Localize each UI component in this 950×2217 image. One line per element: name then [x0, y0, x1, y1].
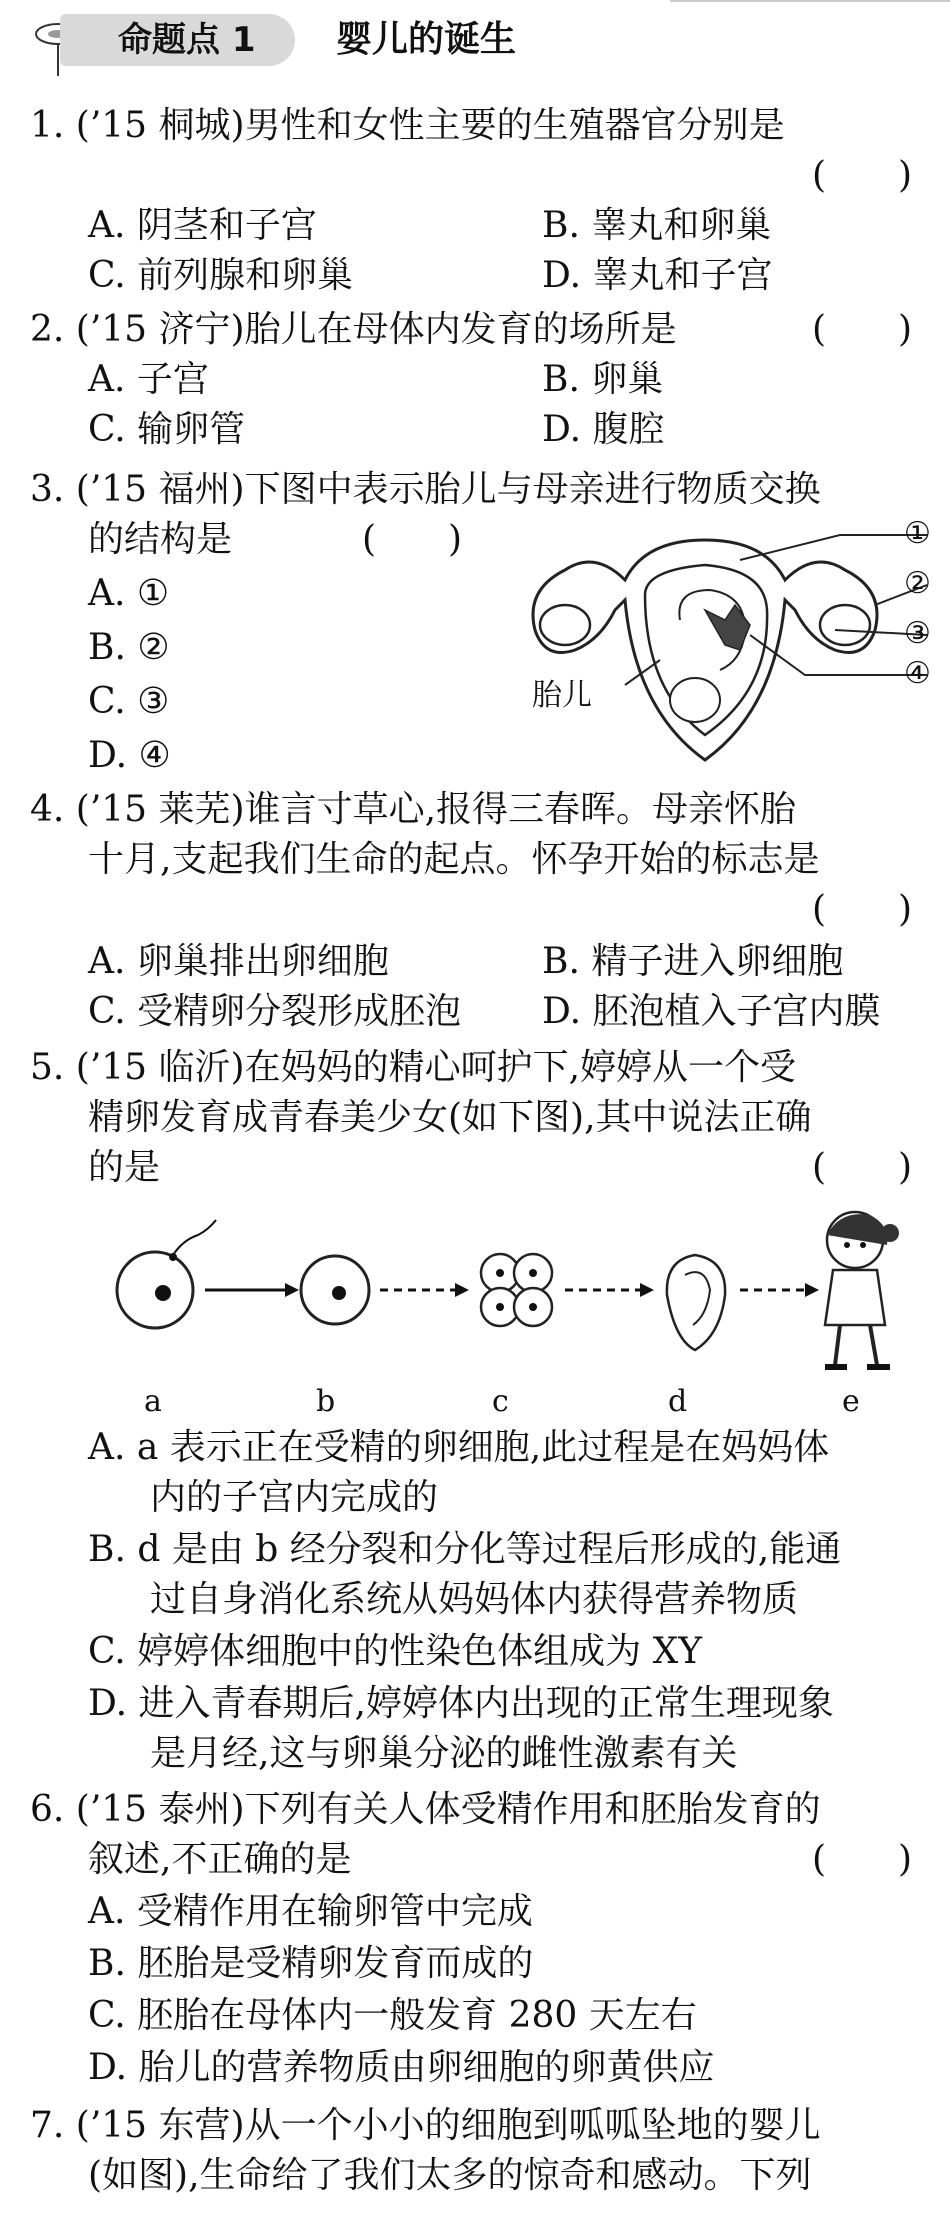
label-d: d: [668, 1384, 688, 1419]
label-b: b: [316, 1384, 336, 1419]
section-title: 婴儿的诞生: [336, 19, 517, 60]
option-c: C. 输卵管: [88, 409, 246, 450]
mark-3: ③: [904, 616, 931, 651]
label-a: a: [144, 1384, 162, 1419]
option-a-line1: A. a 表示正在受精的卵细胞,此过程是在妈妈体: [88, 1427, 830, 1468]
option-b-line1: B. d 是由 b 经分裂和分化等过程后形成的,能通: [88, 1529, 842, 1570]
answer-blank: ( ): [812, 1147, 913, 1188]
option-b: B. 卵巢: [542, 359, 664, 400]
option-c: C. 受精卵分裂形成胚泡: [88, 991, 462, 1032]
answer-blank: ( ): [812, 1839, 913, 1880]
question-stem-line1: 7. (’15 东营)从一个小小的细胞到呱呱坠地的婴儿: [30, 2105, 821, 2146]
option-a: A. 阴茎和子宫: [88, 205, 317, 246]
option-b: B. 胚胎是受精卵发育而成的: [88, 1943, 534, 1984]
option-b: B. 精子进入卵细胞: [542, 941, 844, 982]
option-a: A. 子宫: [88, 359, 209, 400]
option-c: C. 胚胎在母体内一般发育 280 天左右: [88, 1995, 697, 2036]
uterus-diagram: [505, 510, 945, 780]
label-c: c: [492, 1384, 509, 1419]
mark-2: ②: [904, 566, 931, 601]
option-c: C. 前列腺和卵巢: [88, 255, 354, 296]
option-c: C. 婷婷体细胞中的性染色体组成为 XY: [88, 1631, 702, 1672]
option-b: B. ②: [88, 627, 170, 668]
answer-blank: ( ): [812, 155, 913, 196]
question-stem: 1. (’15 桐城)男性和女性主要的生殖器官分别是: [30, 105, 785, 146]
option-a: A. ①: [88, 573, 170, 614]
option-d: D. ④: [88, 735, 171, 776]
development-diagram: [95, 1205, 925, 1380]
fetus-label: 胎儿: [532, 678, 592, 713]
option-c: C. ③: [88, 681, 170, 722]
label-e: e: [842, 1384, 860, 1419]
option-d: D. 腹腔: [542, 409, 665, 450]
question-stem-line1: 3. (’15 福州)下图中表示胎儿与母亲进行物质交换: [30, 469, 821, 510]
option-d-line2: 是月经,这与卵巢分泌的雌性激素有关: [150, 1733, 738, 1774]
mark-4: ④: [904, 656, 931, 691]
mark-1: ①: [904, 516, 931, 551]
option-a: A. 卵巢排出卵细胞: [88, 941, 389, 982]
option-b-line2: 过自身消化系统从妈妈体内获得营养物质: [150, 1579, 799, 1620]
section-tag-label: 命题点 1: [118, 20, 256, 60]
option-d-line1: D. 进入青春期后,婷婷体内出现的正常生理现象: [88, 1683, 834, 1724]
question-stem: 2. (’15 济宁)胎儿在母体内发育的场所是: [30, 309, 677, 350]
question-stem-line2: 十月,支起我们生命的起点。怀孕开始的标志是: [88, 839, 820, 880]
option-d: D. 胚泡植入子宫内膜: [542, 991, 881, 1032]
question-stem-line1: 5. (’15 临沂)在妈妈的精心呵护下,婷婷从一个受: [30, 1047, 797, 1088]
option-a-line2: 内的子宫内完成的: [150, 1477, 439, 1518]
answer-blank: ( ): [362, 519, 463, 560]
option-a: A. 受精作用在输卵管中完成: [88, 1891, 533, 1932]
question-stem-line1: 6. (’15 泰州)下列有关人体受精作用和胚胎发育的: [30, 1789, 821, 1830]
option-d: D. 胎儿的营养物质由卵细胞的卵黄供应: [88, 2047, 715, 2088]
question-stem-line1: 4. (’15 莱芜)谁言寸草心,报得三春晖。母亲怀胎: [30, 789, 797, 830]
answer-blank: ( ): [812, 889, 913, 930]
question-stem-line2: (如图),生命给了我们太多的惊奇和感动。下列: [88, 2155, 812, 2196]
question-stem-line2: 叙述,不正确的是: [88, 1839, 352, 1880]
question-stem-line2: 精卵发育成青春美少女(如下图),其中说法正确: [88, 1097, 812, 1138]
question-stem-line3: 的是: [88, 1147, 161, 1188]
option-b: B. 睾丸和卵巢: [542, 205, 772, 246]
question-stem-line2: 的结构是: [88, 519, 233, 560]
answer-blank: ( ): [812, 309, 913, 350]
option-d: D. 睾丸和子宫: [542, 255, 773, 296]
top-rule: [670, 0, 950, 2]
